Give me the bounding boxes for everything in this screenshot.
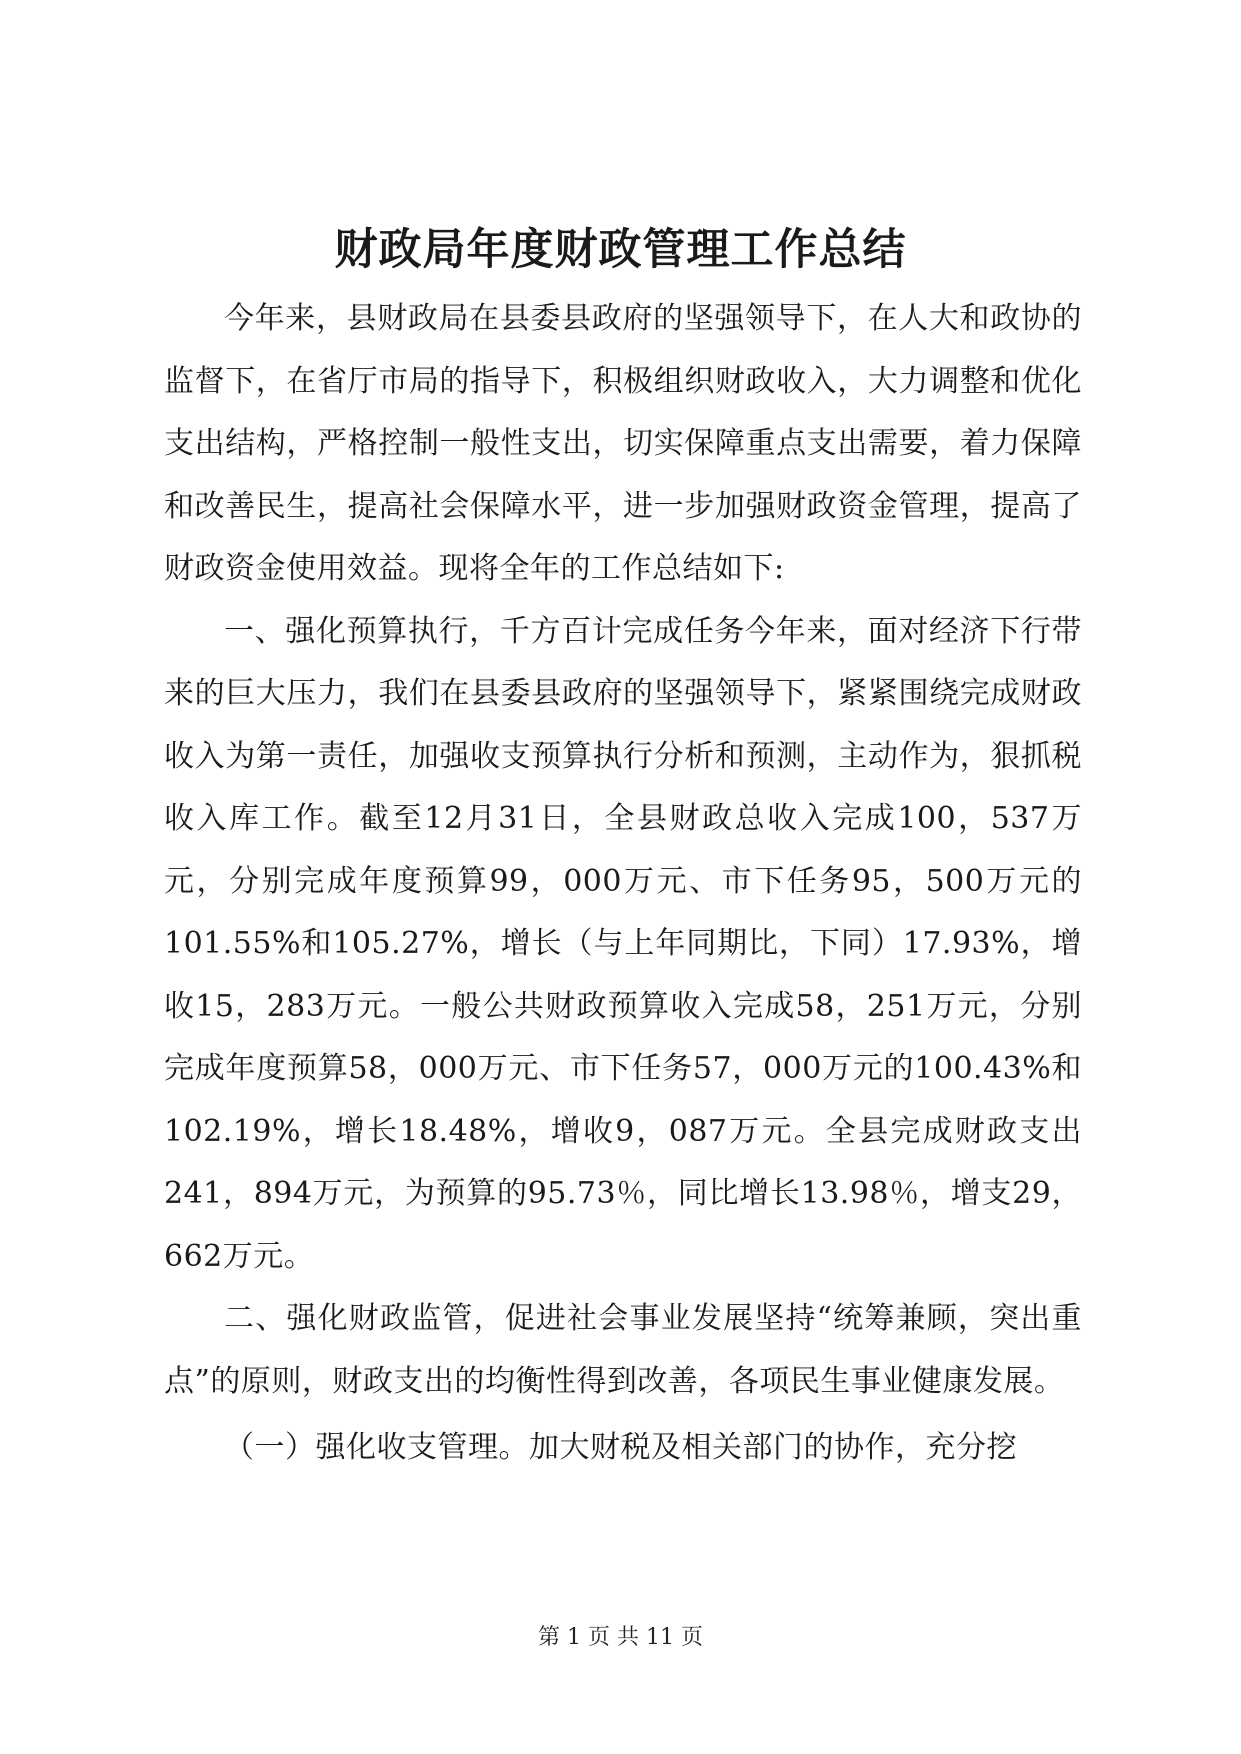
paragraph-intro: 今年来，县财政局在县委县政府的坚强领导下，在人大和政协的监督下，在省厅市局的指导下，积极组织财政收入，大力调整和优化支出结构，严格控制一般性支出，切实保障重点支出需要，着力保障和改善民生，提高社会保障水平，进一步加强财政资金管理，提高了财政资金使用效益。现将全年的工作总结如下:: [164, 301, 1082, 586]
document-body: [164, 288, 1082, 1480]
page-number: 第 1 页 共 11 页: [538, 1625, 703, 1650]
document-title: 财政局年度财政管理工作总结: [334, 225, 907, 275]
paragraph-subsection-1: （一）强化收支管理。加大财税及相关部门的协作，充分挖: [224, 1430, 1017, 1465]
paragraph-section-1: 一、强化预算执行，千方百计完成任务今年来，面对经济下行带来的巨大压力，我们在县委县政府的坚强领导下，紧紧围绕完成财政收入为第一责任，加强收支预算执行分析和预测，主动作为，狠抓税收入库工作。截至12月31日，全县财政总收入完成100，537万元，分别完成年度预算99，000万元、市下任务95，500万元的101.55%和105.27%，增长（与上年同期比，下同）17.93%，增收15，283万元。一般公共财政预算收入完成58，251万元，分别完成年度预算58，000万元、市下任务57，000万元的100.43%和102.19%，增长18.48%，增收9，087万元。全县完成财政支出241，894万元，为预算的95.73％，同比增长13.98％，增支29，662万元。: [164, 613, 1082, 1274]
paragraph-section-2: 二、强化财政监管，促进社会事业发展坚持“统筹兼顾，突出重点”的原则，财政支出的均衡性得到改善，各项民生事业健康发展。: [164, 1301, 1082, 1399]
